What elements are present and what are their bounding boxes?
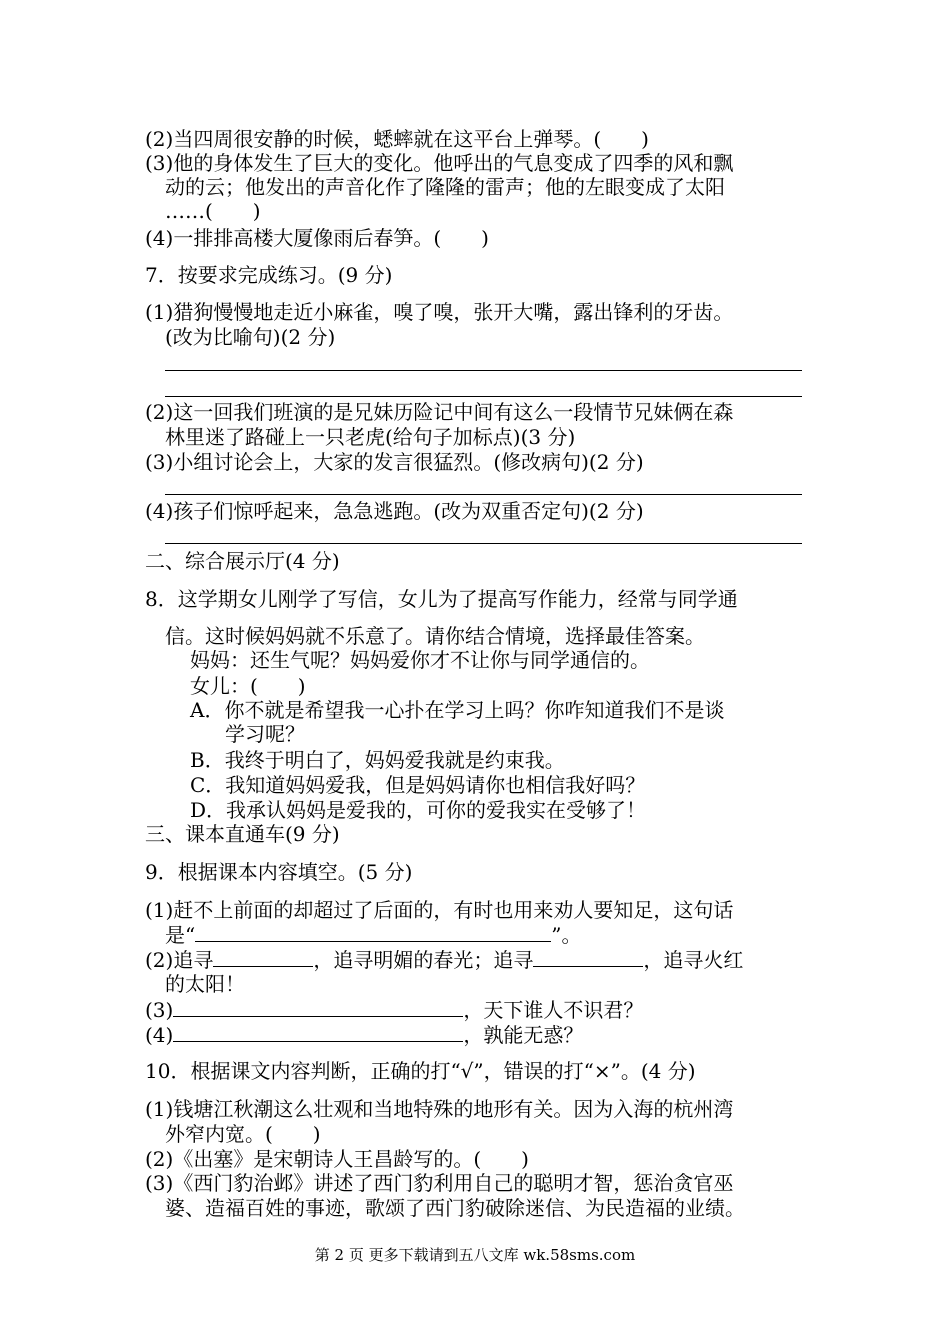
q9-item-1-prefix: 是“ — [165, 923, 196, 947]
q8-option-a-line1: A．你不就是希望我一心扑在学习上吗？你咋知道我们不是谈 — [190, 698, 725, 722]
q8-title-line1: 8．这学期女儿刚学了写信，女儿为了提高写作能力，经常与同学通 — [145, 587, 738, 611]
q9-item-2-part-a: (2)追寻 — [145, 948, 214, 972]
q7-title: 7．按要求完成练习。(9 分) — [145, 263, 393, 287]
q6-item-2: (2)当四周很安静的时候，蟋蟀就在这平台上弹琴。( ) — [145, 127, 649, 151]
q6-item-3-line1: (3)他的身体发生了巨大的变化。他呼出的气息变成了四季的风和飘 — [145, 151, 734, 175]
q10-item-3-line1: (3)《西门豹治邺》讲述了西门豹利用自己的聪明才智，惩治贪官巫 — [145, 1171, 734, 1195]
section-3-title: 三、课本直通车(9 分) — [145, 822, 340, 846]
q8-option-c: C．我知道妈妈爱我，但是妈妈请你也相信我好吗？ — [190, 773, 646, 797]
q9-item-4-suffix: ，孰能无惑？ — [463, 1023, 584, 1047]
answer-line[interactable] — [165, 396, 802, 397]
fill-blank[interactable] — [173, 1021, 463, 1042]
q6-item-3-line3: ……( ) — [165, 199, 261, 223]
q10-title: 10．根据课文内容判断，正确的打“√”，错误的打“×”。(4 分) — [145, 1059, 696, 1083]
page-footer: 第 2 页 更多下载请到五八文库 wk.58sms.com — [314, 1246, 636, 1264]
q10-item-2: (2)《出塞》是宋朝诗人王昌龄写的。( ) — [145, 1147, 529, 1171]
q7-item-1-line1: (1)猎狗慢慢地走近小麻雀，嗅了嗅，张开大嘴，露出锋利的牙齿。 — [145, 300, 734, 324]
q10-item-3-line2: 婆、造福百姓的事迹，歌颂了西门豹破除迷信、为民造福的业绩。 — [165, 1196, 745, 1220]
q7-item-2-line1: (2)这一回我们班演的是兄妹历险记中间有这么一段情节兄妹俩在森 — [145, 400, 734, 424]
q8-option-d: D．我承认妈妈是爱我的，可你的爱我实在受够了！ — [190, 798, 647, 822]
q8-option-a-line2: 学习呢？ — [225, 722, 305, 746]
fill-blank[interactable] — [173, 996, 463, 1017]
q7-item-3: (3)小组讨论会上，大家的发言很猛烈。(修改病句)(2 分) — [145, 450, 644, 474]
q9-item-2-part-c: ，追寻火红 — [643, 948, 744, 972]
q10-item-1-line1: (1)钱塘江秋潮这么壮观和当地特殊的地形有关。因为入海的杭州湾 — [145, 1097, 734, 1121]
q9-item-1-line2 — [165, 921, 581, 948]
q8-title-line2: 信。这时候妈妈就不乐意了。请你结合情境，选择最佳答案。 — [165, 624, 705, 648]
section-2-title: 二、综合展示厅(4 分) — [145, 549, 340, 573]
q8-option-b: B．我终于明白了，妈妈爱我就是约束我。 — [190, 748, 565, 772]
q7-item-1-line2: (改为比喻句)(2 分) — [165, 325, 336, 349]
q9-item-3-prefix: (3) — [145, 998, 174, 1022]
q8-daughter-line: 女儿：( ) — [190, 674, 306, 698]
q9-item-3-suffix: ，天下谁人不识君？ — [463, 998, 644, 1022]
q6-item-4: (4)一排排高楼大厦像雨后春笋。( ) — [145, 226, 489, 250]
q9-item-2-line1 — [145, 946, 743, 973]
q9-item-1-suffix: ”。 — [551, 923, 582, 947]
q6-item-3-line2: 动的云；他发出的声音化作了隆隆的雷声；他的左眼变成了太阳 — [165, 175, 725, 199]
q9-title: 9．根据课本内容填空。(5 分) — [145, 860, 413, 884]
answer-line[interactable] — [165, 494, 802, 495]
fill-blank[interactable] — [533, 946, 643, 967]
fill-blank[interactable] — [195, 921, 551, 942]
q7-item-4: (4)孩子们惊呼起来，急急逃跑。(改为双重否定句)(2 分) — [145, 499, 644, 523]
q10-item-1-line2: 外窄内宽。( ) — [165, 1122, 321, 1146]
q9-item-2-line2: 的太阳！ — [165, 972, 245, 996]
q9-item-2-part-b: ，追寻明媚的春光；追寻 — [313, 948, 534, 972]
fill-blank[interactable] — [213, 946, 313, 967]
q7-item-2-line2: 林里迷了路碰上一只老虎(给句子加标点)(3 分) — [165, 425, 576, 449]
q9-item-4-prefix: (4) — [145, 1023, 174, 1047]
answer-line[interactable] — [165, 543, 802, 544]
q9-item-1-line1: (1)赶不上前面的却超过了后面的，有时也用来劝人要知足，这句话 — [145, 898, 734, 922]
q9-item-3 — [145, 996, 643, 1023]
q8-mom-line: 妈妈：还生气呢？妈妈爱你才不让你与同学通信的。 — [190, 648, 650, 672]
q9-item-4 — [145, 1021, 583, 1048]
answer-line[interactable] — [165, 370, 802, 371]
